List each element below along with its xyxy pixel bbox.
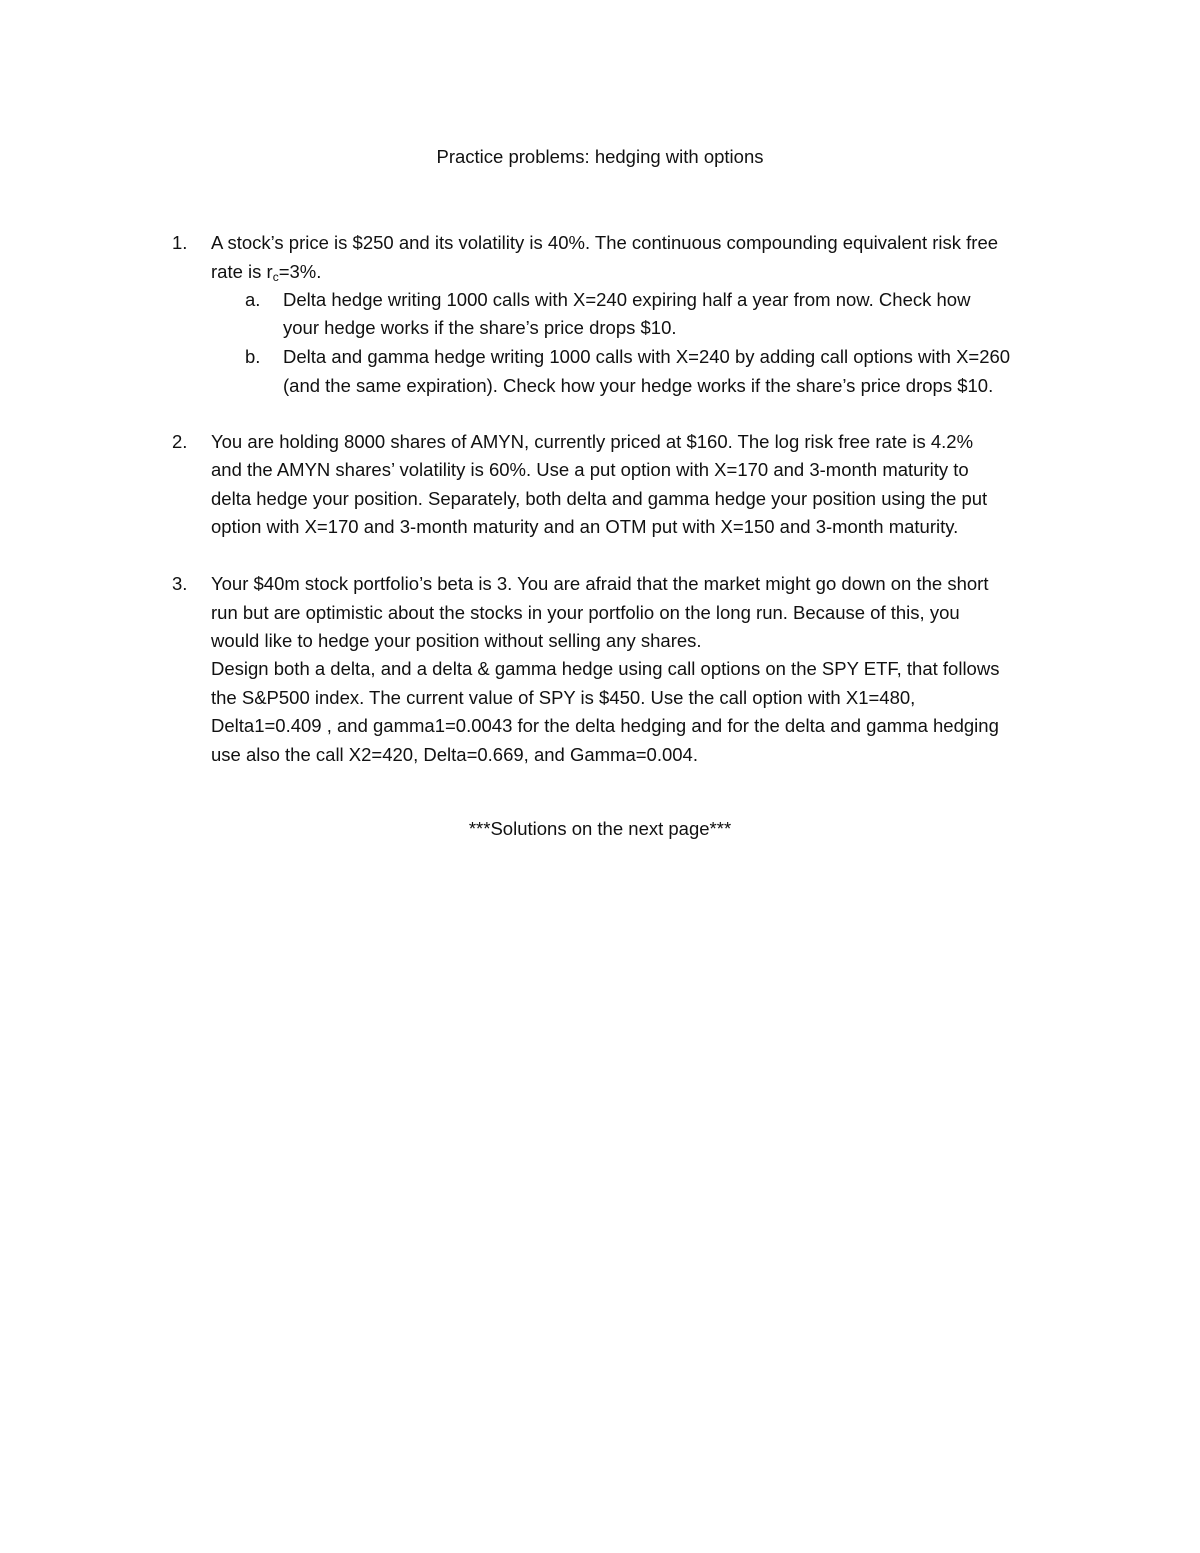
problem-3-line-1: Your $40m stock portfolio’s beta is 3. You are afraid that the market might go down on the short [211,573,989,594]
problem-1-line-1: A stock’s price is $250 and its volatility is 40%. The continuous compounding equivalent risk free [211,232,999,253]
problem-1a-line-2: your hedge works if the share’s price drops $10. [283,317,677,338]
problem-1a-line-1: Delta hedge writing 1000 calls with X=240 expiring half a year from now. Check how [283,289,971,310]
problem-2-number: 2. [172,431,188,452]
problem-1b-line-2: (and the same expiration). Check how your hedge works if the share’s price drops $10. [283,375,994,396]
rate-subscript: c [272,270,279,284]
solutions-note: ***Solutions on the next page*** [468,818,732,839]
problem-3-line-7: use also the call X2=420, Delta=0.669, and Gamma=0.004. [211,744,698,765]
problem-2-line-3: delta hedge your position. Separately, both delta and gamma hedge your position using the put [211,488,988,509]
problem-2-line-1: You are holding 8000 shares of AMYN, currently priced at $160. The log risk free rate is 4.2% [211,431,974,452]
problem-3-number: 3. [172,573,188,594]
problem-2-line-2: and the AMYN shares’ volatility is 60%. Use a put option with X=170 and 3-month maturity to [211,459,969,480]
problem-3-line-4: Design both a delta, and a delta & gamma hedge using call options on the SPY ETF, that follows [211,658,1000,679]
problem-1-line-2 [211,258,321,286]
problem-1a-letter: a. [245,289,261,310]
problem-1b-line-1: Delta and gamma hedge writing 1000 calls with X=240 by adding call options with X=260 [283,346,1011,367]
problem-1-number: 1. [172,232,188,253]
problem-1-line-2-text: rate is r [211,261,273,282]
problem-3-line-3: would like to hedge your position without selling any shares. [211,630,702,651]
problem-3-line-6: Delta1=0.409 , and gamma1=0.0043 for the delta hedging and for the delta and gamma hedging [211,715,999,736]
problem-1-line-2-end: =3%. [278,261,322,282]
page-title: Practice problems: hedging with options [436,146,764,167]
problem-1b-letter: b. [245,346,261,367]
problem-3-line-5: the S&P500 index. The current value of SPY is $450. Use the call option with X1=480, [211,687,916,708]
problem-2-line-4: option with X=170 and 3-month maturity and an OTM put with X=150 and 3-month maturity. [211,516,959,537]
problem-3-line-2: run but are optimistic about the stocks in your portfolio on the long run. Because of this, you [211,602,960,623]
